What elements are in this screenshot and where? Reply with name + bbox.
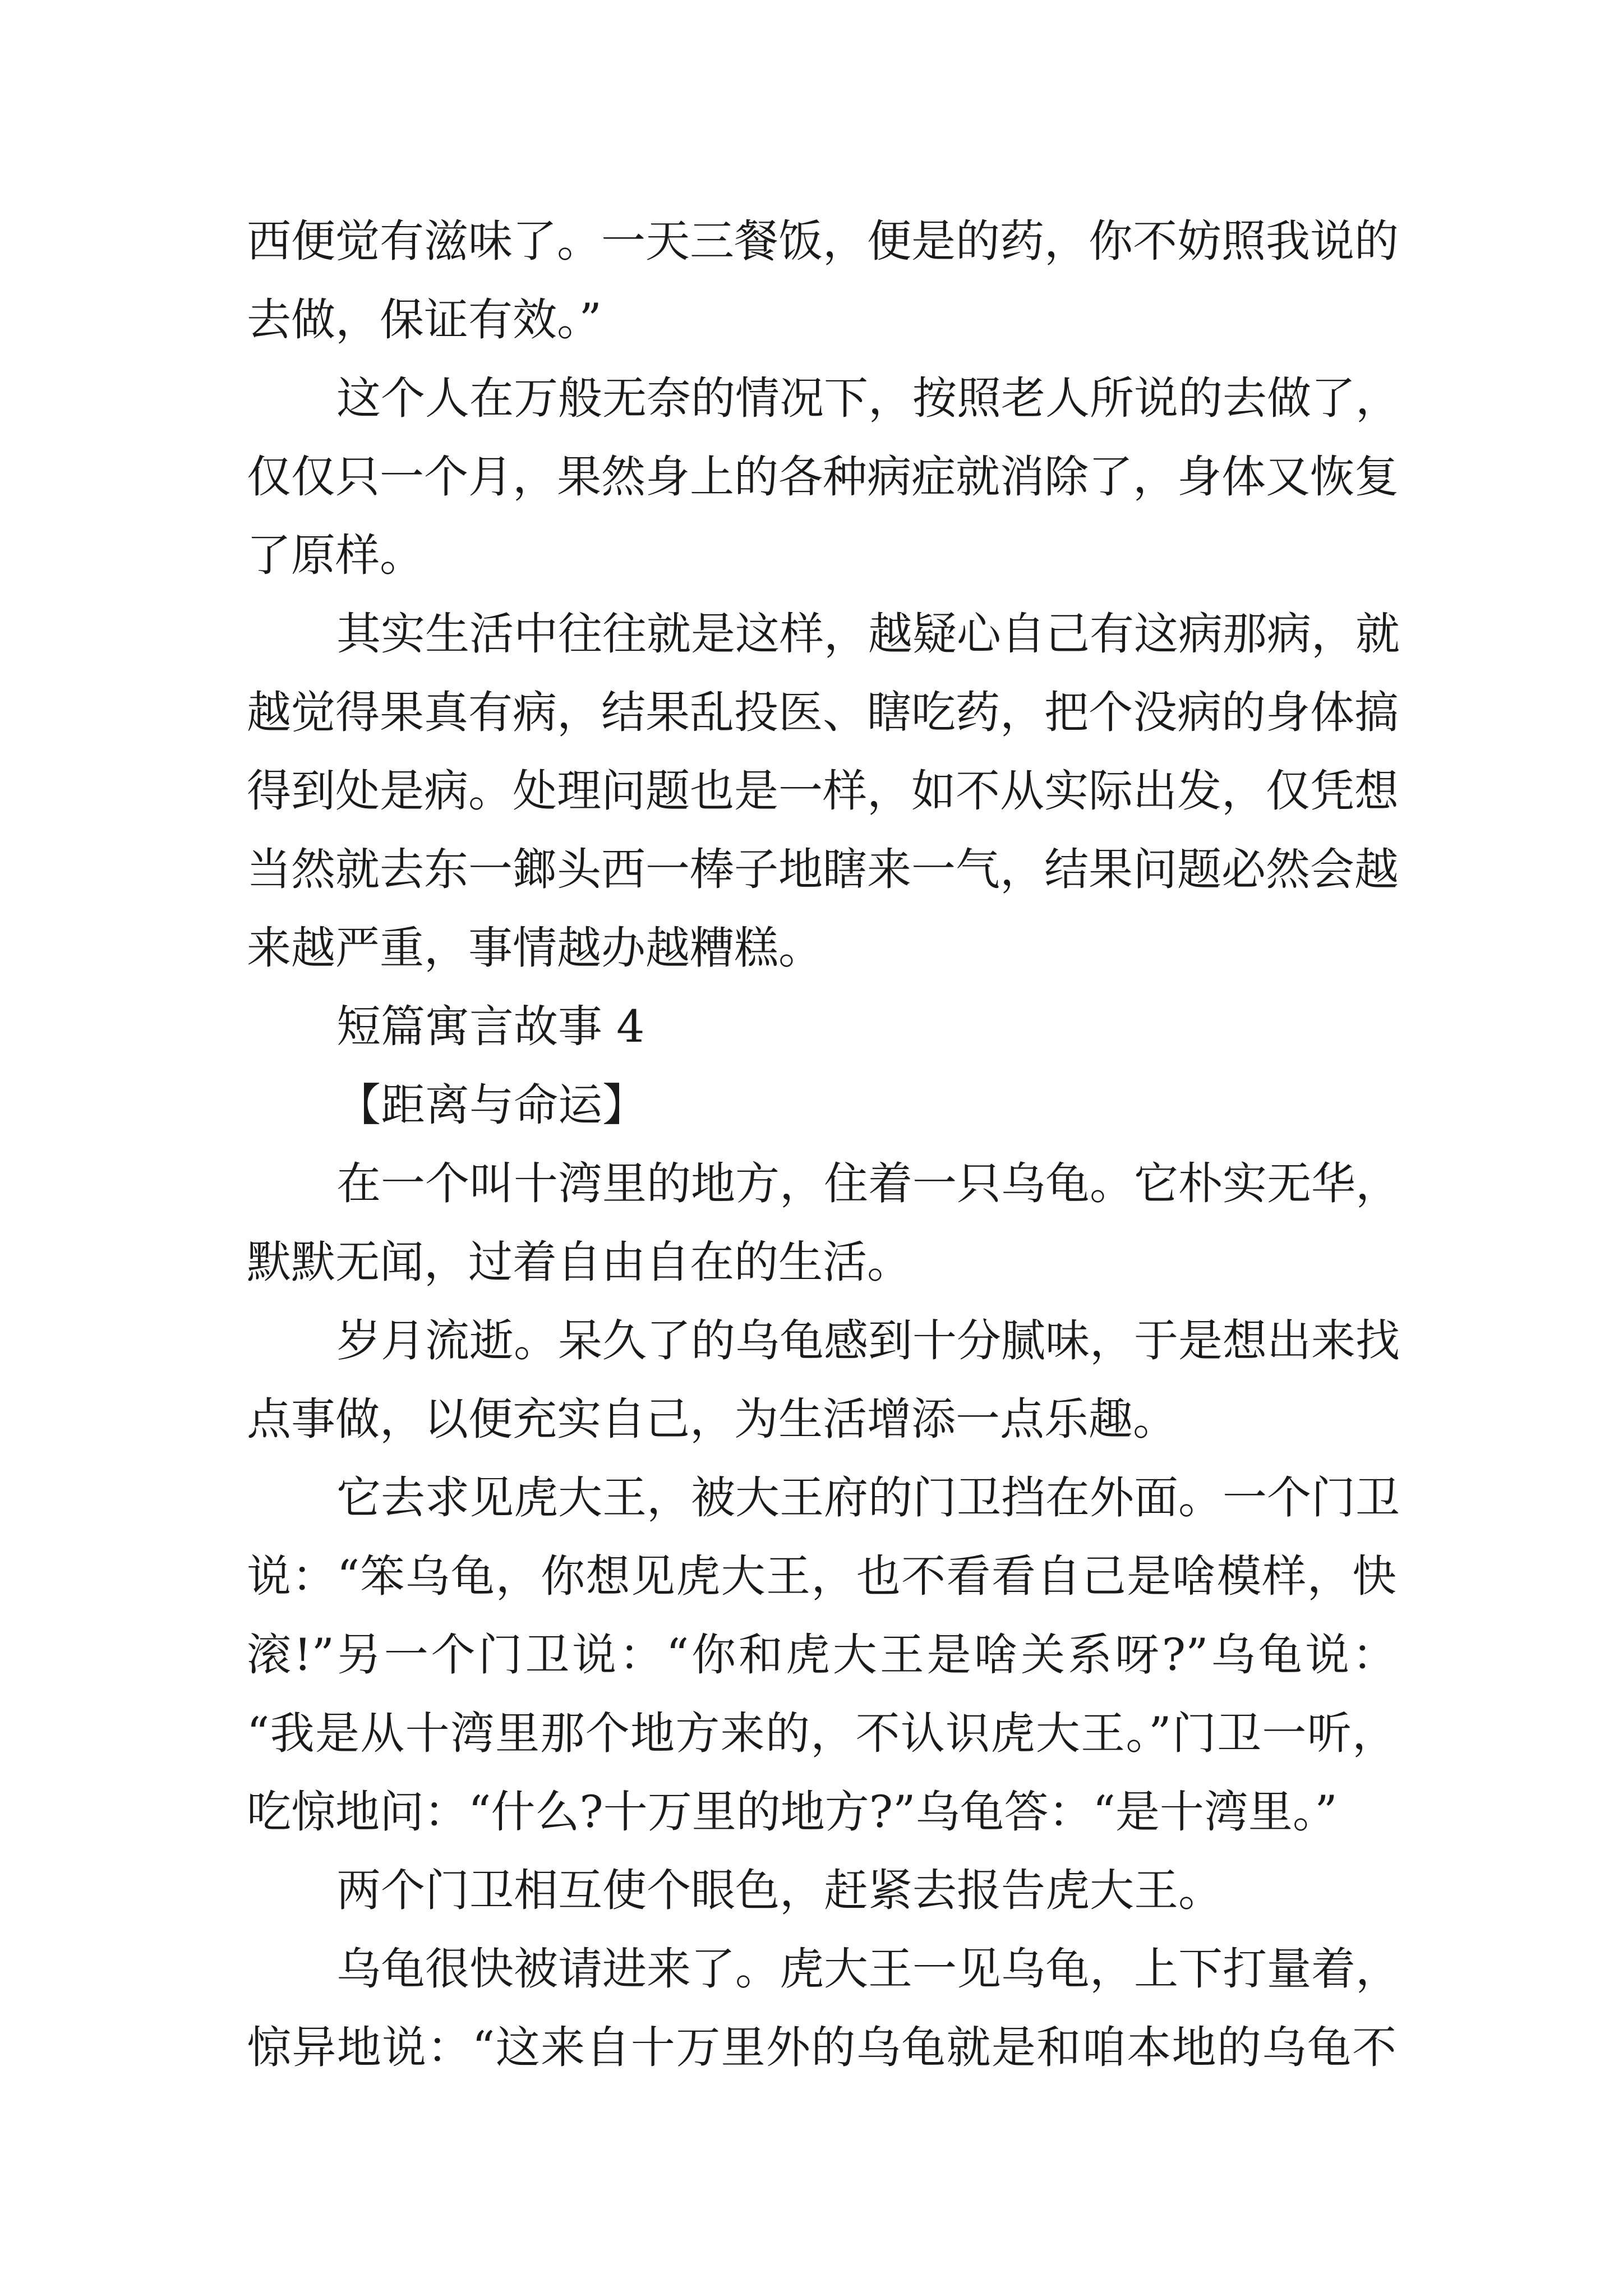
text-line: 两个门卫相互使个眼色，赶紧去报告虎大王。: [336, 1865, 1223, 1916]
text-line: “我是从十湾里那个地方来的，不认识虎大王。”门卫一听，: [247, 1708, 1396, 1759]
text-line: 惊异地说：“这来自十万里外的乌龟就是和咱本地的乌龟不: [247, 2022, 1396, 2073]
text-line: 西便觉有滋味了。一天三餐饭，便是的药，你不妨照我说的: [247, 215, 1399, 267]
text-line: 仅仅只一个月，果然身上的各种病症就消除了，身体又恢复: [247, 451, 1399, 503]
text-line: 这个人在万般无奈的情况下，按照老人所说的去做了，: [336, 372, 1400, 424]
text-line: 说：“笨乌龟，你想见虎大王，也不看看自己是啥模样，快: [247, 1550, 1396, 1602]
text-line: 当然就去东一鎯头西一棒子地瞎来一气，结果问题必然会越: [247, 844, 1399, 895]
text-line: 乌龟很快被请进来了。虎大王一见乌龟，上下打量着，: [336, 1943, 1400, 1995]
story-title: 【距离与命运】: [336, 1079, 647, 1131]
text-line: 了原样。: [247, 530, 424, 581]
text-line: 得到处是病。处理问题也是一样，如不从实际出发，仅凭想: [247, 765, 1399, 817]
text-line: 滚!”另一个门卫说：“你和虎大王是啥关系呀?”乌龟说：: [247, 1629, 1396, 1681]
text-line: 默默无闻，过着自由自在的生活。: [247, 1236, 911, 1288]
text-line: 它去求见虎大王，被大王府的门卫挡在外面。一个门卫: [336, 1472, 1400, 1524]
text-line: 越觉得果真有病，结果乱投医、瞎吃药，把个没病的身体搞: [247, 687, 1399, 738]
text-line: 点事做，以便充实自己，为生活增添一点乐趣。: [247, 1393, 1177, 1445]
section-heading: 短篇寓言故事 4: [336, 1001, 645, 1052]
text-line: 岁月流逝。呆久了的乌龟感到十分腻味，于是想出来找: [336, 1315, 1400, 1366]
body-text: [247, 202, 1400, 2087]
text-line: 来越严重，事情越办越糟糕。: [247, 922, 823, 974]
text-line: 去做，保证有效。”: [247, 294, 602, 346]
text-line: 其实生活中往往就是这样，越疑心自己有这病那病，就: [336, 608, 1400, 660]
text-line: 在一个叫十湾里的地方，住着一只乌龟。它朴实无华，: [336, 1158, 1400, 1209]
text-line: 吃惊地问：“什么?十万里的地方?”乌龟答：“是十湾里。”: [247, 1786, 1338, 1838]
